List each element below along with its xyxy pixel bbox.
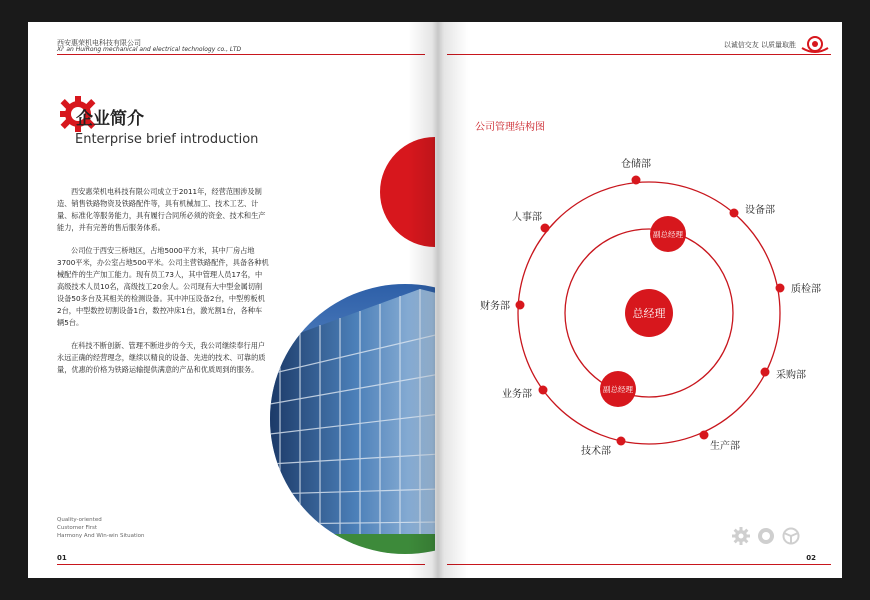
department-label: 生产部 — [710, 441, 740, 452]
section-title-cn: 企业简介 — [76, 109, 144, 129]
department-label: 仓储部 — [621, 159, 651, 170]
page-number-right: 02 — [806, 554, 816, 562]
circle-badge-icon — [758, 528, 774, 544]
motto-line: Customer First — [57, 525, 98, 531]
left-page — [28, 22, 435, 578]
department-dot — [539, 386, 548, 395]
motto — [57, 516, 145, 540]
department-label: 设备部 — [745, 205, 775, 216]
deputy-manager-label: 副总经理 — [653, 230, 683, 239]
company-name-en: Xi' an HuiRong mechanical and electrical technology co., LTD — [57, 46, 242, 53]
decorative-red-circle — [380, 137, 435, 247]
department-label: 财务部 — [480, 301, 510, 312]
right-page — [435, 22, 842, 578]
motto-line: Quality-oriented — [57, 517, 102, 523]
department-dot — [632, 176, 641, 185]
org-chart — [435, 22, 842, 578]
department-dot — [730, 209, 739, 218]
deputy-manager-label: 副总经理 — [603, 385, 633, 394]
footer-icons — [731, 526, 803, 546]
department-dot — [700, 431, 709, 440]
brochure-spread — [28, 22, 842, 578]
building-photo — [270, 284, 435, 554]
org-chart-title: 公司管理结构图 — [475, 122, 545, 133]
intro-paragraph: 在科技不断创新、管理不断进步的今天，我公司继续奉行用户永远正确的经营理念，继续以精良的设备、先进的技术、可靠的质量，优惠的价格为铁路运输提供满意的产品和优质周到的服务。 — [57, 341, 266, 374]
section-title-en: Enterprise brief introduction — [75, 132, 259, 147]
department-dot — [541, 224, 550, 233]
gear-icon — [732, 527, 750, 545]
department-label: 质检部 — [791, 284, 821, 295]
department-label: 采购部 — [776, 370, 806, 381]
department-dot — [516, 301, 525, 310]
company-name-cn: 西安惠荣机电科技有限公司 — [57, 39, 141, 47]
intro-paragraph: 公司位于西安三桥地区，占地5000平方米，其中厂房占地3700平米，办公室占地500平米。公司主营铁路配件，具备各种机械配件的生产加工能力。现有员工73人，其中管理人员17名，中高级技术人员10名，高级技工20余人。公司现有大中型金属切削设备50多台及其相关的检测设备。其中冲压设备2台，中型剪板机2台，中型数控切割设备1台，数控冲床1台，激光割1台，各种车辆5台。 — [57, 246, 269, 327]
department-label: 人事部 — [512, 212, 542, 223]
department-label: 业务部 — [502, 389, 532, 400]
header-divider — [57, 54, 425, 55]
slogan: 以诚信交友 以质量取胜 — [723, 41, 796, 49]
general-manager-label: 总经理 — [632, 307, 666, 320]
page-number-left: 01 — [57, 554, 67, 562]
department-dot — [776, 284, 785, 293]
intro-paragraph: 西安惠荣机电科技有限公司成立于2011年，经营范围涉及制造、销售铁路物资及铁路配件等，具有机械加工、技术工艺、计量、标准化等服务能力，具有履行合同所必须的资金、技术和生产能力，并有完善的售后服务体系。 — [57, 187, 266, 232]
department-dot — [617, 437, 626, 446]
department-dot — [761, 368, 770, 377]
intro-text — [57, 186, 269, 387]
department-label: 技术部 — [581, 446, 611, 457]
motto-line: Harmony And Win-win Situation — [57, 533, 145, 539]
footer-divider — [57, 564, 425, 565]
footer-divider — [447, 564, 831, 565]
steering-wheel-icon — [784, 529, 799, 544]
